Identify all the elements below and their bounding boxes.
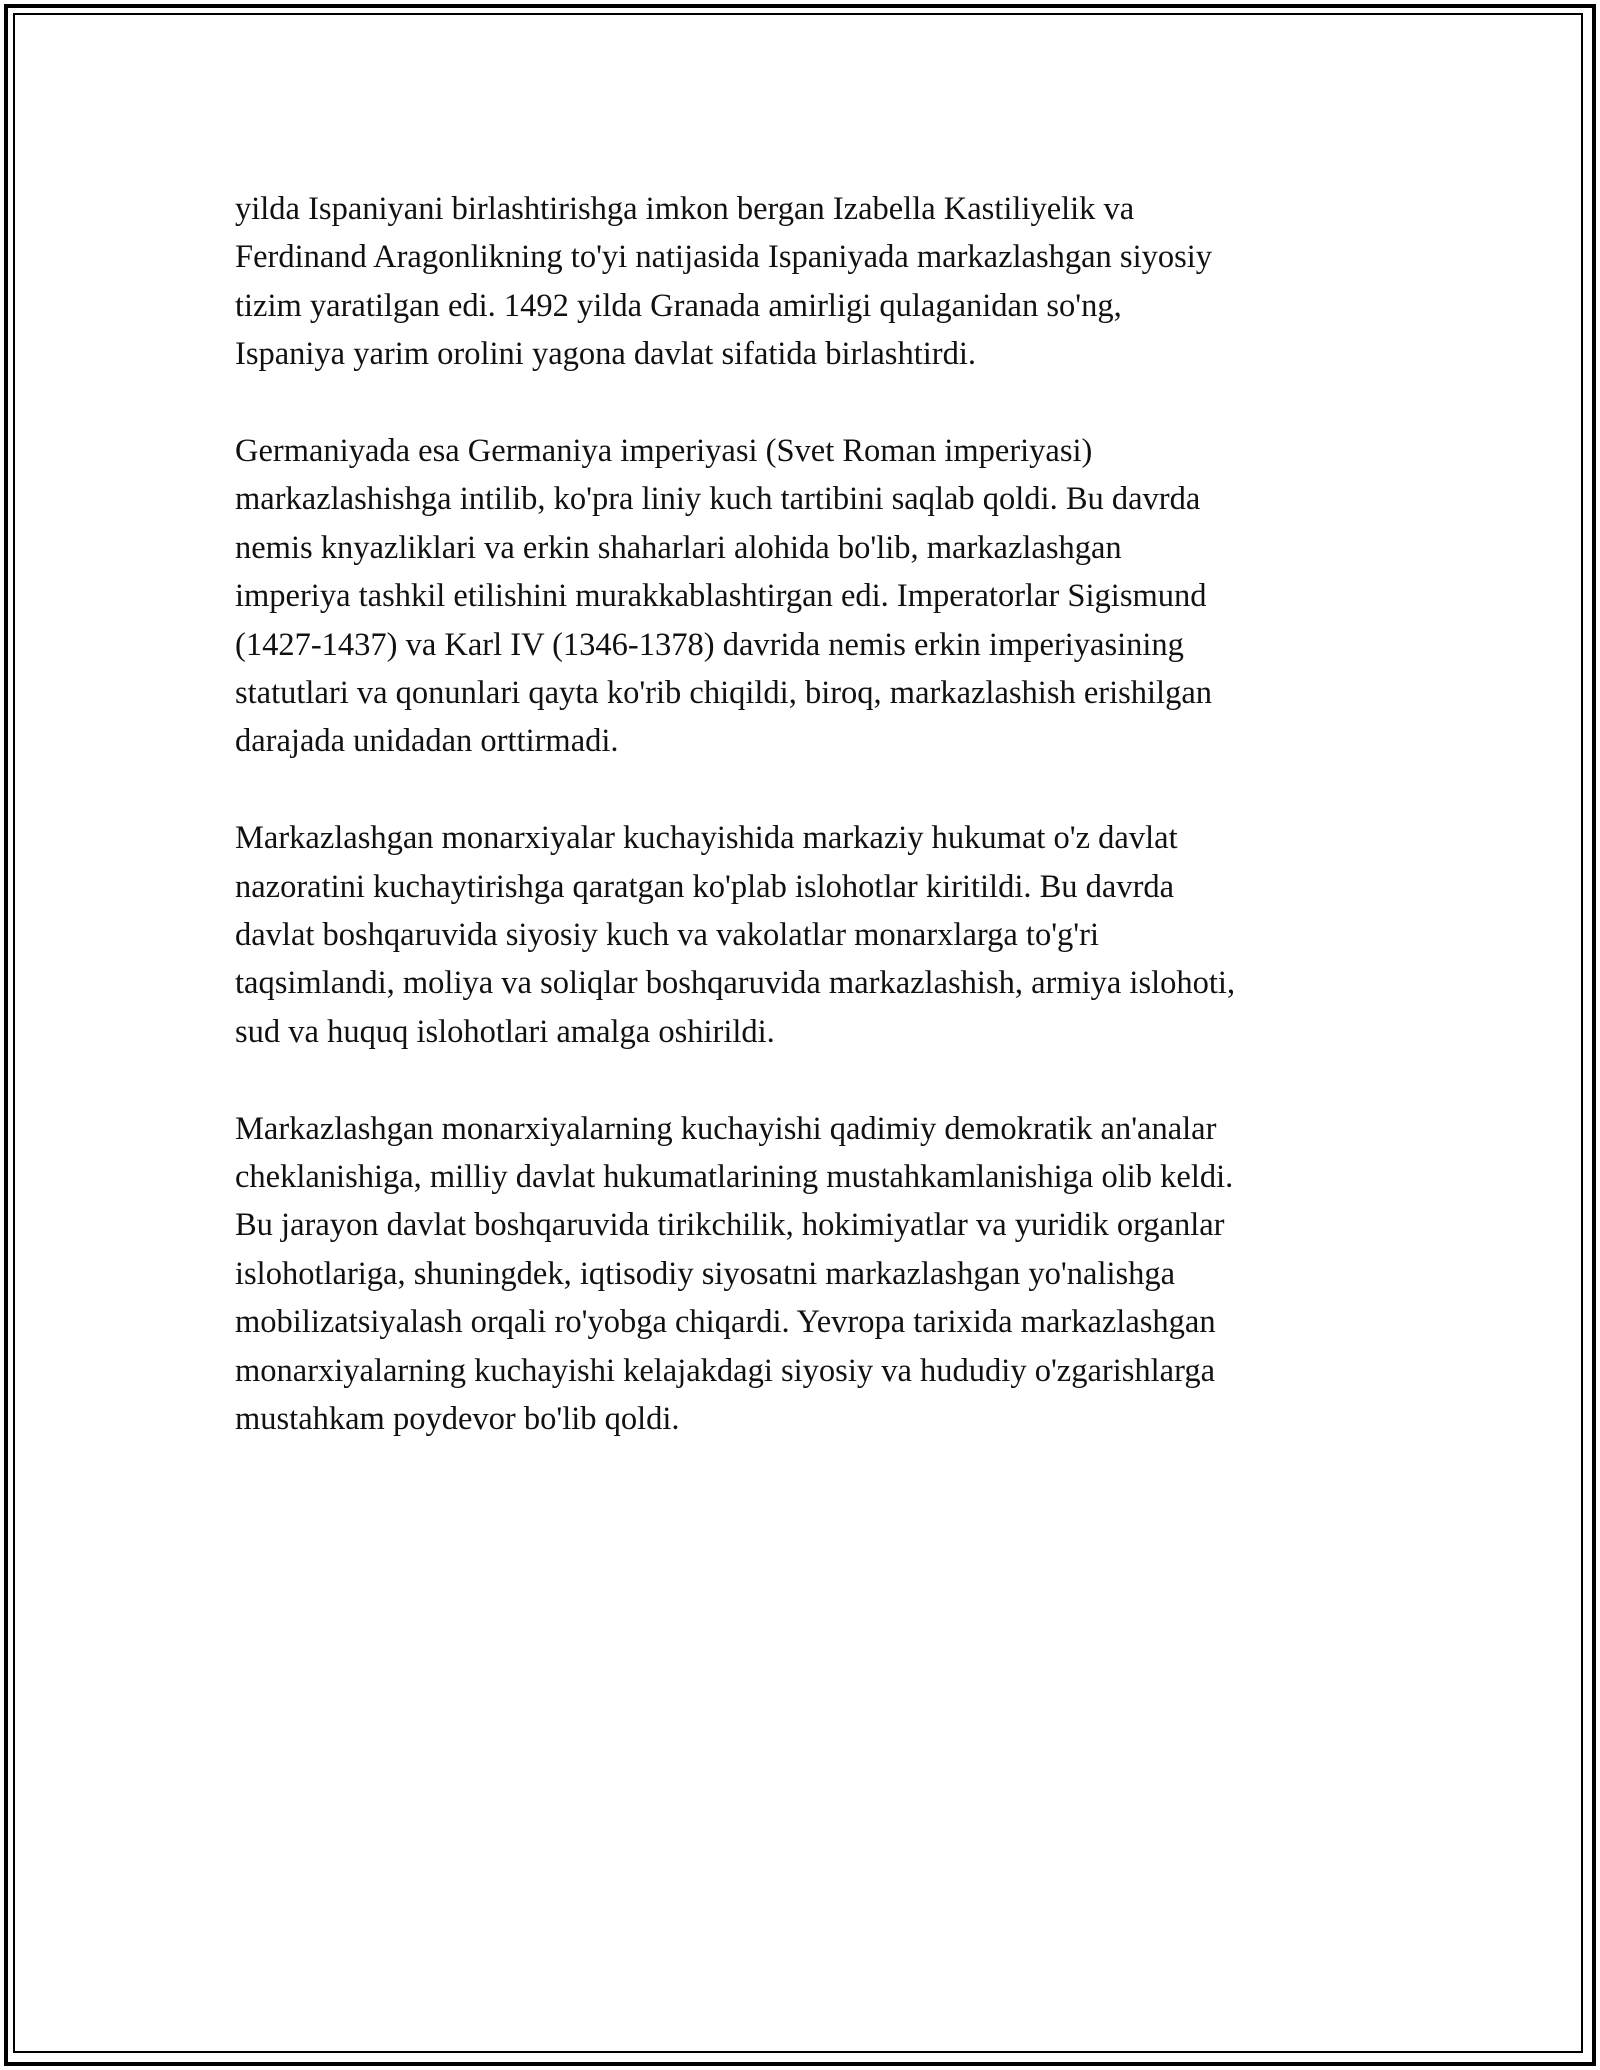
- text-line: statutlari va qonunlari qayta ko'rib chiqildi, biroq, markazlashish erishilgan: [235, 675, 1212, 712]
- text-line: Markazlashgan monarxiyalar kuchayishida markaziy hukumat o'z davlat: [235, 820, 1178, 857]
- text-line: cheklanishiga, milliy davlat hukumatlarining mustahkamlanishiga olib keldi.: [235, 1159, 1234, 1196]
- text-line: taqsimlandi, moliya va soliqlar boshqaruvida markazlashish, armiya islohoti,: [235, 965, 1236, 1002]
- text-line: imperiya tashkil etilishini murakkablashtirgan edi. Imperatorlar Sigismund: [235, 578, 1207, 615]
- paragraph-germany: [235, 427, 1385, 766]
- text-line: nemis knyazliklari va erkin shaharlari alohida bo'lib, markazlashgan: [235, 529, 1122, 566]
- text-line: Ispaniya yarim orolini yagona davlat sifatida birlashtirdi.: [235, 336, 976, 373]
- text-line: davlat boshqaruvida siyosiy kuch va vakolatlar monarxlarga to'g'ri: [235, 917, 1100, 954]
- text-line: mustahkam poydevor bo'lib qoldi.: [235, 1401, 680, 1438]
- text-line: tizim yaratilgan edi. 1492 yilda Granada amirligi qulaganidan so'ng,: [235, 287, 1122, 324]
- text-line: Markazlashgan monarxiyalarning kuchayishi qadimiy demokratik an'analar: [235, 1110, 1217, 1147]
- text-line: Ferdinand Aragonlikning to'yi natijasida Ispaniyada markazlashgan siyosiy: [235, 239, 1213, 276]
- text-line: mobilizatsiyalash orqali ro'yobga chiqardi. Yevropa tarixida markazlashgan: [235, 1304, 1216, 1341]
- text-line: Germaniyada esa Germaniya imperiyasi (Svet Roman imperiyasi): [235, 433, 1093, 470]
- paragraph-conclusion: [235, 1105, 1385, 1444]
- text-line: islohotlariga, shuningdek, iqtisodiy siyosatni markazlashgan yo'nalishga: [235, 1255, 1176, 1292]
- text-line: nazoratini kuchaytirishga qaratgan ko'plab islohotlar kiritildi. Bu davrda: [235, 868, 1175, 905]
- text-line: markazlashishga intilib, ko'pra liniy kuch tartibini saqlab qoldi. Bu davrda: [235, 481, 1201, 518]
- text-line: Bu jarayon davlat boshqaruvida tirikchilik, hokimiyatlar va yuridik organlar: [235, 1207, 1225, 1244]
- paragraph-spain: [235, 185, 1385, 379]
- document-body: [235, 185, 1385, 1492]
- text-line: yilda Ispaniyani birlashtirishga imkon bergan Izabella Kastiliyelik va: [235, 191, 1135, 227]
- paragraph-reforms: [235, 814, 1385, 1056]
- text-line: monarxiyalarning kuchayishi kelajakdagi siyosiy va hududiy o'zgarishlarga: [235, 1352, 1216, 1389]
- text-line: darajada unidadan orttirmadi.: [235, 723, 619, 760]
- text-line: (1427-1437) va Karl IV (1346-1378) davrida nemis erkin imperiyasining: [235, 626, 1184, 663]
- text-line: sud va huquq islohotlari amalga oshirildi.: [235, 1013, 775, 1050]
